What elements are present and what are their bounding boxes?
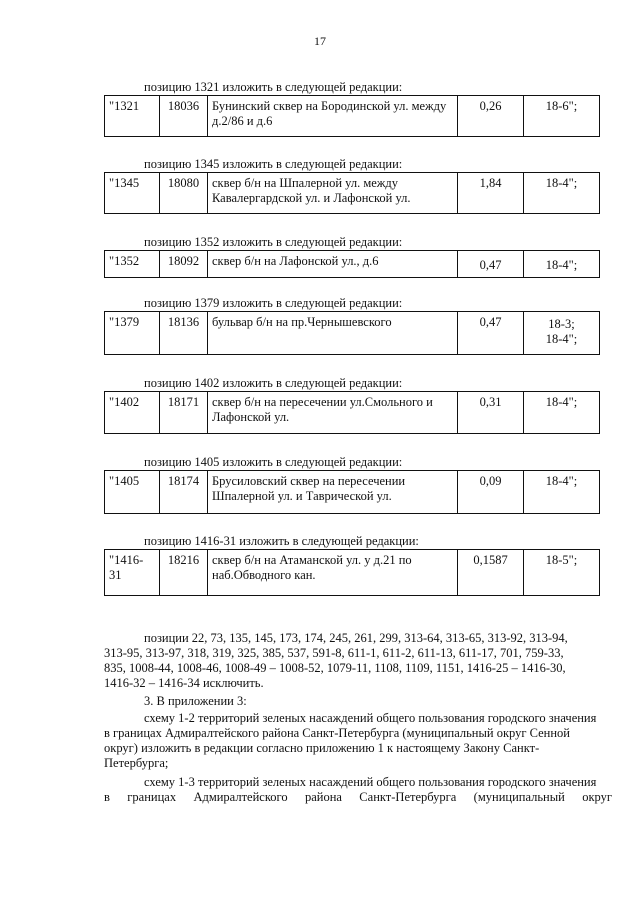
object-code: 18171: [159, 392, 207, 433]
amendment-heading: позицию 1321 изложить в следующей редакции:: [144, 80, 403, 94]
text-line: 3. В приложении 3:: [144, 694, 247, 708]
object-name-line: Шпалерной ул. и Таврической ул.: [212, 489, 392, 503]
area-value: 0,1587: [457, 550, 523, 595]
table-row: [104, 95, 600, 137]
position-number: "1416-31: [109, 553, 144, 582]
object-name: [207, 392, 457, 433]
scheme-ref: [523, 471, 599, 513]
area-value: 1,84: [457, 173, 523, 213]
object-name: [207, 251, 457, 277]
scheme-ref-line: 18-4";: [545, 176, 578, 190]
scheme-ref: [523, 312, 599, 354]
object-name: [207, 312, 457, 354]
amendment-heading: позицию 1352 изложить в следующей редакции:: [144, 235, 403, 249]
object-code: 18092: [159, 251, 207, 277]
area-value: 0,31: [457, 392, 523, 433]
scheme-ref: [523, 173, 599, 213]
object-code: 18136: [159, 312, 207, 354]
object-name-line: сквер б/н на Шпалерной ул. между: [212, 176, 399, 190]
scheme-ref: [523, 251, 599, 277]
object-name-line: наб.Обводного кан.: [212, 568, 316, 582]
scheme-ref-line: 18-3;: [548, 317, 575, 331]
text-line: 835, 1008-44, 1008-46, 1008-49 – 1008-52, 1079-11, 1108, 1109, 1151, 1416-25 – 1416-30,: [104, 661, 566, 675]
amendment-heading: позицию 1379 изложить в следующей редакции:: [144, 296, 403, 310]
amendment-heading: позицию 1405 изложить в следующей редакции:: [144, 455, 403, 469]
object-code: 18036: [159, 96, 207, 136]
scheme-ref-line: 18-4";: [545, 474, 578, 488]
position-number: "1405: [109, 474, 140, 488]
scheme-1-3-paragraph: [104, 775, 612, 805]
page-number: 17: [314, 34, 326, 48]
table-row: [104, 311, 600, 355]
object-name-line: Лафонской ул.: [212, 410, 290, 424]
area-value: 0,47: [457, 251, 523, 277]
text-line: 1416-32 – 1416-34 исключить.: [104, 676, 264, 690]
position-number: "1321: [109, 99, 140, 113]
text-line: позиции 22, 73, 135, 145, 173, 174, 245, 261, 299, 313-64, 313-65, 313-92, 313-94,: [144, 631, 568, 645]
object-code: 18174: [159, 471, 207, 513]
table-row: [104, 470, 600, 514]
exclusion-paragraph: [104, 631, 612, 691]
object-name-line: Бунинский сквер на Бородинской ул. между: [212, 99, 447, 113]
amendment-heading: позицию 1345 изложить в следующей редакции:: [144, 157, 403, 171]
table-row: [104, 250, 600, 278]
object-name-line: Брусиловский сквер на пересечении: [212, 474, 406, 488]
amendment-heading: позицию 1402 изложить в следующей редакции:: [144, 376, 403, 390]
position-number: "1379: [109, 315, 140, 329]
position-number: "1352: [109, 254, 140, 268]
scheme-ref-line: 18-4";: [545, 395, 578, 409]
text-line: схему 1-2 территорий зеленых насаждений общего пользования городского значения: [144, 711, 597, 725]
area-value: 0,26: [457, 96, 523, 136]
text-line: в границах Адмиралтейского района Санкт-Петербурга (муниципальный округ Сенной: [104, 726, 570, 740]
area-value: 0,47: [457, 312, 523, 354]
text-line: 313-95, 313-97, 318, 319, 325, 385, 537, 591-8, 611-1, 611-2, 611-13, 611-17, 701, 759-33,: [104, 646, 564, 660]
scheme-ref-line: 18-4";: [545, 332, 578, 346]
position-number: "1345: [109, 176, 140, 190]
scheme-ref-line: 18-4";: [545, 258, 578, 272]
object-name: [207, 173, 457, 213]
object-code: 18080: [159, 173, 207, 213]
object-name-line: сквер б/н на Атаманской ул. у д.21 по: [212, 553, 412, 567]
text-line: в границах Адмиралтейского района Санкт-Петербурга (муниципальный округ: [104, 790, 612, 804]
text-line: округ) изложить в редакции согласно приложению 1 к настоящему Закону Санкт-: [104, 741, 540, 755]
scheme-ref: [523, 392, 599, 433]
amendment-heading: позицию 1416-31 изложить в следующей редакции:: [144, 534, 419, 548]
table-row: [104, 391, 600, 434]
text-line: Петербурга;: [104, 756, 169, 770]
object-code: 18216: [159, 550, 207, 595]
object-name-line: бульвар б/н на пр.Чернышевского: [212, 315, 392, 329]
object-name: [207, 96, 457, 136]
object-name-line: д.2/86 и д.6: [212, 114, 273, 128]
object-name: [207, 471, 457, 513]
scheme-ref: [523, 550, 599, 595]
appendix-heading: [104, 694, 612, 709]
object-name-line: сквер б/н на пересечении ул.Смольного и: [212, 395, 433, 409]
text-line: схему 1-3 территорий зеленых насаждений общего пользования городского значения: [144, 775, 597, 789]
scheme-ref-line: 18-5";: [545, 553, 578, 567]
scheme-ref: [523, 96, 599, 136]
scheme-1-2-paragraph: [104, 711, 612, 771]
scheme-ref-line: 18-6";: [545, 99, 578, 113]
object-name-line: Кавалергардской ул. и Лафонской ул.: [212, 191, 411, 205]
area-value: 0,09: [457, 471, 523, 513]
object-name-line: сквер б/н на Лафонской ул., д.6: [212, 254, 379, 268]
position-number: "1402: [109, 395, 140, 409]
table-row: [104, 549, 600, 596]
object-name: [207, 550, 457, 595]
table-row: [104, 172, 600, 214]
